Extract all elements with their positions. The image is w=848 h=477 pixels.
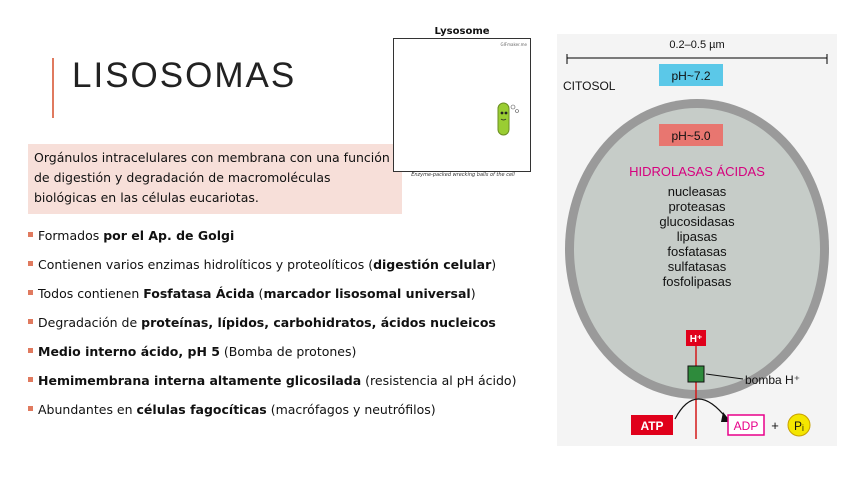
- bullet-marker-icon: [28, 261, 33, 266]
- bullet-item: [28, 342, 548, 361]
- bullet-text: (macrófagos y neutrófilos): [266, 402, 436, 417]
- title-accent-bar: [52, 58, 54, 118]
- animation-caption: Enzyme-packed wrecking balls of the cell: [411, 172, 515, 178]
- bullet-item: [28, 313, 548, 332]
- bullet-marker-icon: [28, 406, 33, 411]
- enzyme-label: fosfolipasas: [662, 274, 732, 289]
- bullet-text: Degradación de: [38, 315, 142, 330]
- enzyme-label: sulfatasas: [667, 259, 727, 274]
- citosol-label: CITOSOL: [563, 79, 616, 93]
- lysosome-diagram: [557, 34, 837, 446]
- enzyme-label: lipasas: [676, 229, 718, 244]
- size-label: 0.2–0.5 µm: [669, 39, 725, 51]
- pump-label: bomba H⁺: [745, 373, 801, 387]
- adp-label: ADP: [733, 419, 759, 433]
- enzyme-label: fosfatasas: [667, 244, 727, 259]
- bullet-text: ): [491, 257, 497, 272]
- bullet-marker-icon: [28, 348, 33, 353]
- bullet-text: ): [470, 286, 476, 301]
- bullet-item: [28, 400, 548, 419]
- bullet-emphasis: proteínas, lípidos, carbohidratos, ácidos nucleicos: [141, 315, 496, 330]
- proton-pump: [688, 366, 704, 382]
- bullet-text: Formados: [38, 228, 104, 243]
- definition-text: Orgánulos intracelulares con membrana con una función de digestión y degradación de macromoléculas biológicas en las células eucariotas.: [34, 150, 390, 205]
- bullet-list: [28, 226, 548, 429]
- page-title: LISOSOMAS: [72, 56, 297, 95]
- bullet-emphasis: células fagocíticas: [136, 402, 267, 417]
- bullet-emphasis: Fosfatasa Ácida: [143, 286, 255, 301]
- bullet-emphasis: por el Ap. de Golgi: [103, 228, 235, 243]
- atp-label: ATP: [640, 419, 664, 433]
- bullet-marker-icon: [28, 290, 33, 295]
- plus-sign: +: [771, 418, 779, 433]
- hydrolases-heading: HIDROLASAS ÁCIDAS: [629, 164, 765, 179]
- enzyme-label: proteasas: [668, 199, 726, 214]
- bullet-marker-icon: [28, 319, 33, 324]
- bullet-text: Todos contienen: [38, 286, 144, 301]
- bullet-text: Contienen varios enzimas hidrolíticos y proteolíticos (: [38, 257, 374, 272]
- bullet-emphasis: Hemimembrana interna altamente glicosilada: [38, 373, 362, 388]
- definition-box: [28, 144, 402, 214]
- lysosome-cartoon: [394, 39, 530, 171]
- ph-lumen-label: pH~5.0: [671, 129, 711, 143]
- bullet-item: [28, 371, 548, 390]
- bullet-text: (Bomba de protones): [219, 344, 357, 359]
- bullet-marker-icon: [28, 377, 33, 382]
- h-plus-label: H⁺: [689, 334, 703, 345]
- bullet-text: (: [254, 286, 264, 301]
- enzyme-label: glucosidasas: [659, 214, 735, 229]
- enzyme-label: nucleasas: [667, 184, 727, 199]
- bullet-item: [28, 255, 548, 274]
- bullet-text: (resistencia al pH ácido): [361, 373, 517, 388]
- bullet-emphasis: Medio interno ácido, pH 5: [38, 344, 220, 359]
- ph-cytosol-label: pH~7.2: [671, 69, 711, 83]
- animation-watermark: GIFmaker.me: [500, 42, 527, 47]
- bullet-item: [28, 226, 548, 245]
- bullet-item: [28, 284, 548, 303]
- animation-title: Lysosome: [434, 26, 490, 37]
- bullet-emphasis: digestión celular: [373, 257, 492, 272]
- lysosome-animation-panel: [393, 38, 531, 172]
- pi-label: Pᵢ: [794, 419, 804, 433]
- bullet-marker-icon: [28, 232, 33, 237]
- bullet-emphasis: marcador lisosomal universal: [263, 286, 471, 301]
- bullet-text: Abundantes en: [38, 402, 137, 417]
